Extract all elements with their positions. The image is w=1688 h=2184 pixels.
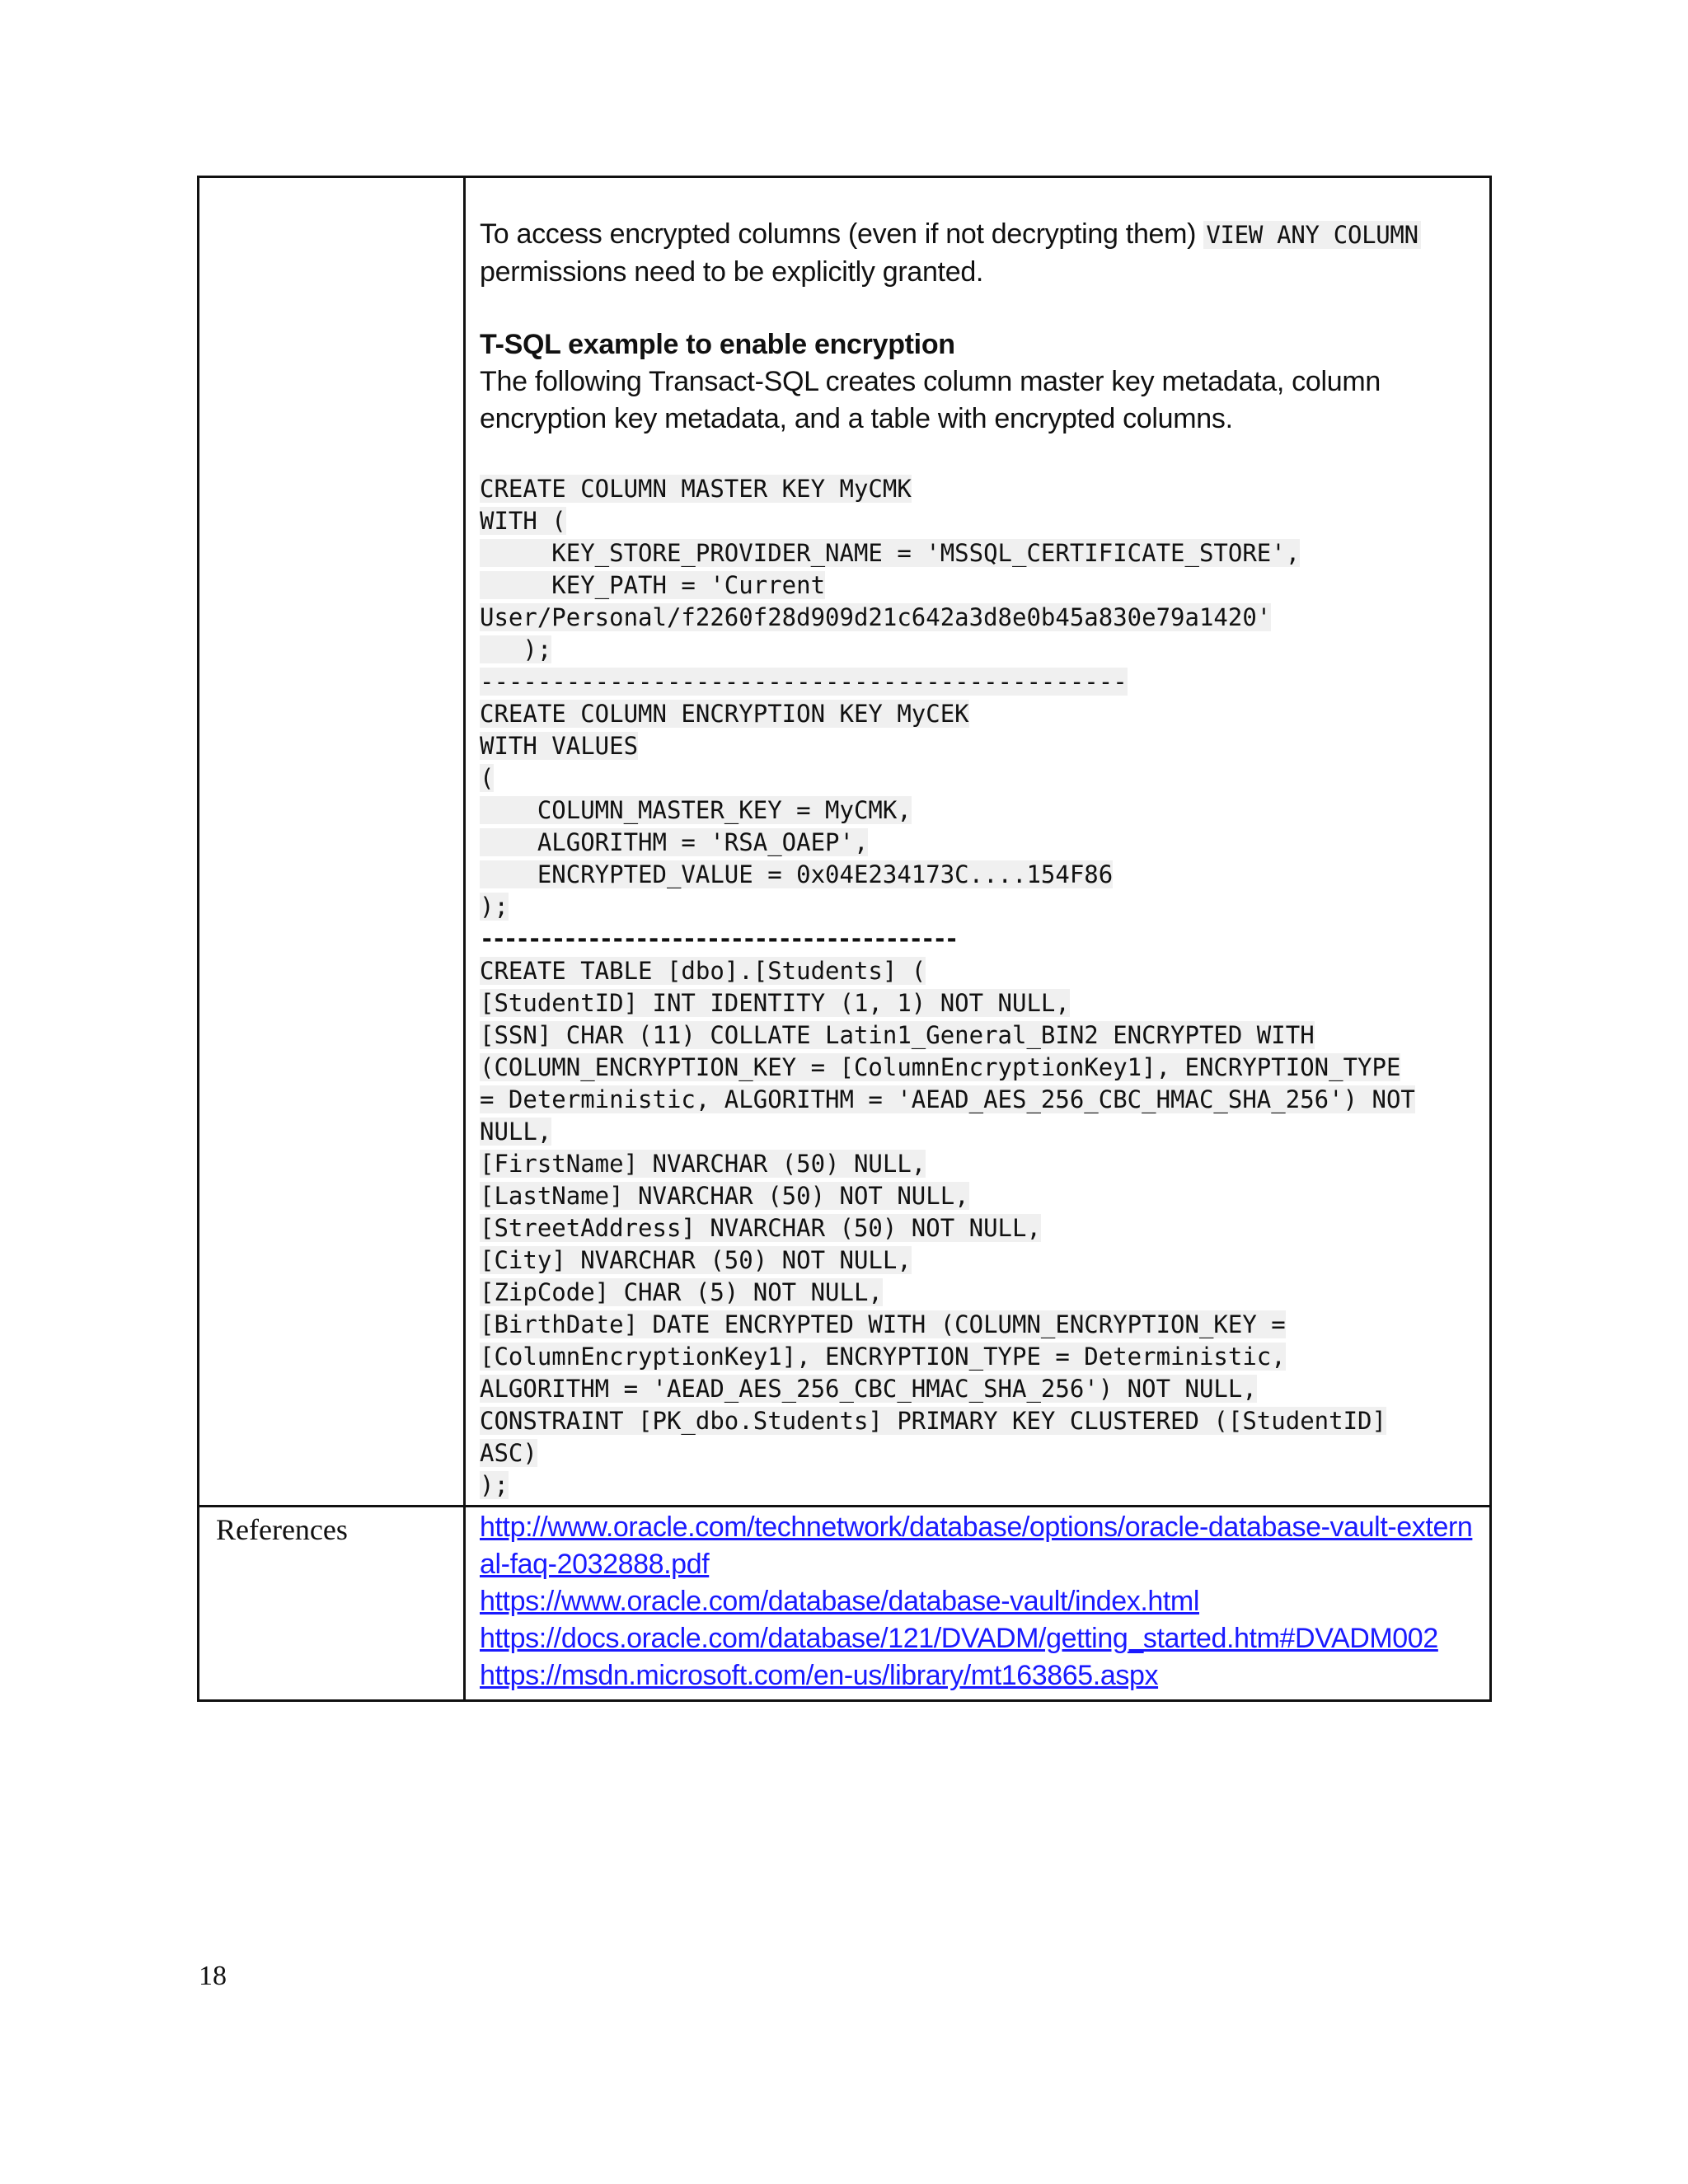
code-line bbox=[480, 1437, 1478, 1469]
code-line-text: [SSN] CHAR (11) COLLATE Latin1_General_BIN2 ENCRYPTED WITH bbox=[480, 1021, 1315, 1049]
description-paragraph: The following Transact-SQL creates column master key metadata, column encryption key metadata, and a table with encrypted columns. bbox=[480, 366, 1381, 434]
code-line bbox=[480, 1309, 1478, 1341]
code-line-text: --------------------------------------------- bbox=[480, 668, 1128, 696]
intro-text-continued: permissions need to be explicitly granted. bbox=[480, 256, 984, 288]
code-line bbox=[480, 1405, 1478, 1437]
code-line bbox=[480, 1116, 1478, 1148]
code-line bbox=[480, 1277, 1478, 1309]
code-line bbox=[480, 1373, 1478, 1405]
code-line-text: ASC) bbox=[480, 1439, 537, 1467]
code-line-text: NULL, bbox=[480, 1118, 552, 1146]
code-line-text: ); bbox=[480, 893, 509, 921]
reference-link-oracle-faq[interactable]: http://www.oracle.com/technetwork/database/options/oracle-database-vault-external-faq-2032888.pdf bbox=[480, 1511, 1473, 1580]
reference-link-oracle-vault[interactable]: https://www.oracle.com/database/database-vault/index.html bbox=[480, 1586, 1200, 1617]
references-label: References bbox=[199, 1507, 465, 1701]
code-line-text: = Deterministic, ALGORITHM = 'AEAD_AES_256_CBC_HMAC_SHA_256') NOT bbox=[480, 1085, 1415, 1113]
code-line-text: [ZipCode] CHAR (5) NOT NULL, bbox=[480, 1278, 883, 1306]
code-line bbox=[480, 923, 1478, 955]
code-line-text: ); bbox=[480, 1471, 509, 1499]
reference-link-msdn[interactable]: https://msdn.microsoft.com/en-us/library/mt163865.aspx bbox=[480, 1660, 1159, 1691]
code-line bbox=[480, 891, 1478, 923]
code-line bbox=[480, 859, 1478, 891]
inline-code-view-any-column: VIEW ANY COLUMN bbox=[1203, 221, 1420, 249]
code-line-text: (COLUMN_ENCRYPTION_KEY = [ColumnEncryptionKey1], ENCRYPTION_TYPE bbox=[480, 1053, 1401, 1081]
code-line bbox=[480, 569, 1478, 602]
code-line bbox=[480, 762, 1478, 794]
code-line-text: [LastName] NVARCHAR (50) NOT NULL, bbox=[480, 1182, 969, 1210]
code-line-text: [City] NVARCHAR (50) NOT NULL, bbox=[480, 1246, 912, 1274]
code-line bbox=[480, 1244, 1478, 1277]
code-line-text: [StreetAddress] NVARCHAR (50) NOT NULL, bbox=[480, 1214, 1041, 1242]
page-number: 18 bbox=[199, 1961, 227, 1991]
code-line-text: [ColumnEncryptionKey1], ENCRYPTION_TYPE = Deterministic, bbox=[480, 1343, 1286, 1371]
code-line-text: [BirthDate] DATE ENCRYPTED WITH (COLUMN_ENCRYPTION_KEY = bbox=[480, 1310, 1286, 1338]
code-line bbox=[480, 698, 1478, 730]
code-line-text: [StudentID] INT IDENTITY (1, 1) NOT NULL, bbox=[480, 989, 1070, 1017]
code-line-text: KEY_STORE_PROVIDER_NAME = 'MSSQL_CERTIFICATE_STORE', bbox=[480, 539, 1301, 567]
code-line-text: [FirstName] NVARCHAR (50) NULL, bbox=[480, 1150, 926, 1178]
intro-text: To access encrypted columns (even if not decrypting them) bbox=[480, 218, 1204, 250]
code-line-text: ENCRYPTED_VALUE = 0x04E234173C....154F86 bbox=[480, 860, 1114, 888]
code-line bbox=[480, 794, 1478, 827]
code-line-text: ); bbox=[480, 635, 552, 663]
code-line bbox=[480, 1180, 1478, 1212]
code-line bbox=[480, 1469, 1478, 1502]
code-line bbox=[480, 1341, 1478, 1373]
code-line bbox=[480, 1019, 1478, 1052]
code-line bbox=[480, 537, 1478, 569]
code-line-text: ( bbox=[480, 764, 495, 792]
table-row-code-example bbox=[199, 177, 1491, 1507]
content-table bbox=[197, 176, 1492, 1702]
code-line bbox=[480, 1148, 1478, 1180]
code-line-text: CONSTRAINT [PK_dbo.Students] PRIMARY KEY CLUSTERED ([StudentID] bbox=[480, 1407, 1386, 1435]
intro-paragraph bbox=[480, 216, 1478, 291]
code-line-text: KEY_PATH = 'Current bbox=[480, 571, 826, 599]
code-line bbox=[480, 1212, 1478, 1244]
references-cell bbox=[465, 1507, 1491, 1701]
code-line bbox=[480, 955, 1478, 987]
section-heading: T-SQL example to enable encryption bbox=[480, 329, 955, 360]
reference-link-oracle-docs[interactable]: https://docs.oracle.com/database/121/DVADM/getting_started.htm#DVADM002 bbox=[480, 1623, 1438, 1654]
code-line bbox=[480, 730, 1478, 762]
code-line-text: CREATE COLUMN ENCRYPTION KEY MyCEK bbox=[480, 700, 969, 728]
code-line-text: CREATE COLUMN MASTER KEY MyCMK bbox=[480, 475, 912, 503]
code-line-text: CREATE TABLE [dbo].[Students] ( bbox=[480, 957, 926, 985]
code-line bbox=[480, 987, 1478, 1019]
table-row-references bbox=[199, 1507, 1491, 1701]
code-line-text: ---------------------------------------- bbox=[480, 925, 957, 953]
code-line-text: ALGORITHM = 'AEAD_AES_256_CBC_HMAC_SHA_256') NOT NULL, bbox=[480, 1375, 1257, 1403]
code-line-text: WITH ( bbox=[480, 507, 566, 535]
code-line bbox=[480, 827, 1478, 859]
code-line-text: ALGORITHM = 'RSA_OAEP', bbox=[480, 828, 869, 856]
code-line bbox=[480, 473, 1478, 505]
code-line bbox=[480, 1052, 1478, 1084]
code-line bbox=[480, 634, 1478, 666]
code-line bbox=[480, 1084, 1478, 1116]
code-line-text: User/Personal/f2260f28d909d21c642a3d8e0b45a830e79a1420' bbox=[480, 603, 1272, 631]
code-line bbox=[480, 505, 1478, 537]
code-line-text: COLUMN_MASTER_KEY = MyCMK, bbox=[480, 796, 912, 824]
content-cell bbox=[465, 177, 1491, 1507]
code-line bbox=[480, 666, 1478, 698]
code-block bbox=[480, 473, 1478, 1502]
empty-label-cell bbox=[199, 177, 465, 1507]
code-line-text: WITH VALUES bbox=[480, 732, 639, 760]
code-line bbox=[480, 602, 1478, 634]
